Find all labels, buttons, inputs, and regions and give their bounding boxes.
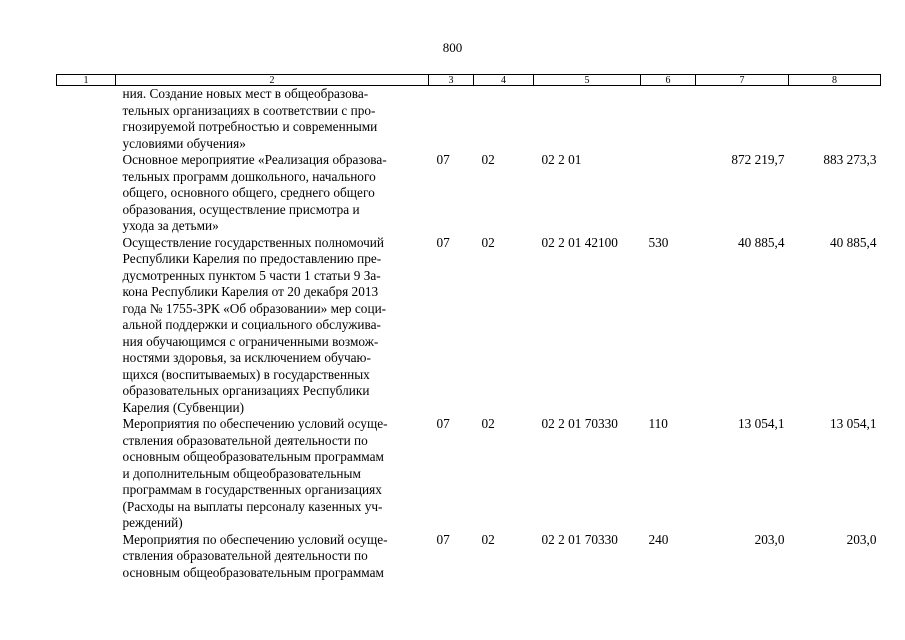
row-subsection-code: 02 [481,234,495,250]
row-target-article-code: 02 2 01 70330 [541,416,618,431]
row-amount-year-2: 883 273,3 [823,152,877,167]
row-amount-year-1: 40 885,4 [737,234,785,250]
row-section-code: 07 [436,531,450,547]
row-description: ния. Создание новых мест в общеобразова- тельных организациях в соответствии с про- гнозируемой потребностью и современными условиями обучения» [122,86,378,151]
row-amount-year-2: 203,0 [846,531,877,547]
column-header-7: 7 [696,75,789,86]
cell-col-1 [57,532,116,582]
row-amount-year-1: 872 219,7 [731,152,785,167]
row-amount-year-2 [789,86,881,153]
table-body [57,86,881,582]
column-header-5: 5 [534,75,641,86]
table-row [57,532,881,582]
table-row [57,235,881,417]
row-subsection-code: 02 [481,531,495,547]
row-description: Основное мероприятие «Реализация образова- тельных программ дошкольного, начального общего, основного общего, среднего общего образования, осуществление присмотра и ухода за детьми» [122,152,387,233]
row-section-code: 07 [436,416,450,431]
row-target-article-code: 02 2 01 42100 [541,234,618,250]
table-row [57,86,881,153]
row-description: Осуществление государственных полномочий Республики Карелия по предоставлению пре- дусмотренных пунктом 5 части 1 статьи 9 За- кона Республики Карелия от 20 декабря 2013 года № 1755-ЗРК «Об образовании» мер соци- альной поддержки и социального обслужива- ния обучающимся с ограниченными возмож- ностями здоровья, за исключением обучаю- щихся (воспитываемых) в государственных образовательных организациях Республики Карелия (Субвенции) [122,234,387,415]
table-row [57,416,881,532]
column-header-6: 6 [641,75,696,86]
row-expense-type-code: 240 [648,531,669,547]
row-target-article-code: 02 2 01 70330 [541,531,618,547]
column-header-1: 1 [57,75,116,86]
row-target-article-code: 02 2 01 [541,152,582,167]
row-subsection-code: 02 [481,152,495,167]
row-amount-year-1: 203,0 [754,531,785,547]
row-subsection-code: 02 [481,416,495,431]
row-expense-type-code [641,86,696,153]
row-amount-year-1 [696,86,789,153]
row-expense-type-code [641,152,696,235]
budget-table [56,74,881,581]
row-target-article-code [534,86,641,153]
row-expense-type-code: 530 [648,234,669,250]
row-subsection-code [474,86,534,153]
column-number-header-row [57,75,881,86]
page-number: 800 [442,40,463,55]
column-header-4: 4 [474,75,534,86]
row-expense-type-code: 110 [648,416,668,431]
column-header-2: 2 [116,75,429,86]
table-row [57,152,881,235]
cell-col-1 [57,152,116,235]
column-header-3: 3 [429,75,474,86]
column-header-8: 8 [789,75,881,86]
row-amount-year-2: 13 054,1 [829,416,877,431]
row-amount-year-1: 13 054,1 [737,416,785,431]
row-section-code: 07 [436,152,450,167]
row-amount-year-2: 40 885,4 [829,234,877,250]
row-section-code: 07 [436,234,450,250]
cell-col-1 [57,416,116,532]
cell-col-1 [57,86,116,153]
row-section-code [429,86,474,153]
row-description: Мероприятия по обеспечению условий осуще- ствления образовательной деятельности по основным общеобразовательным программам [122,531,388,580]
cell-col-1 [57,235,116,417]
row-description: Мероприятия по обеспечению условий осуще- ствления образовательной деятельности по основным общеобразовательным программам и дополнительным общеобразовательным программам в государственных организациях (Расходы на выплаты персоналу казенных уч- реждений) [122,416,388,530]
